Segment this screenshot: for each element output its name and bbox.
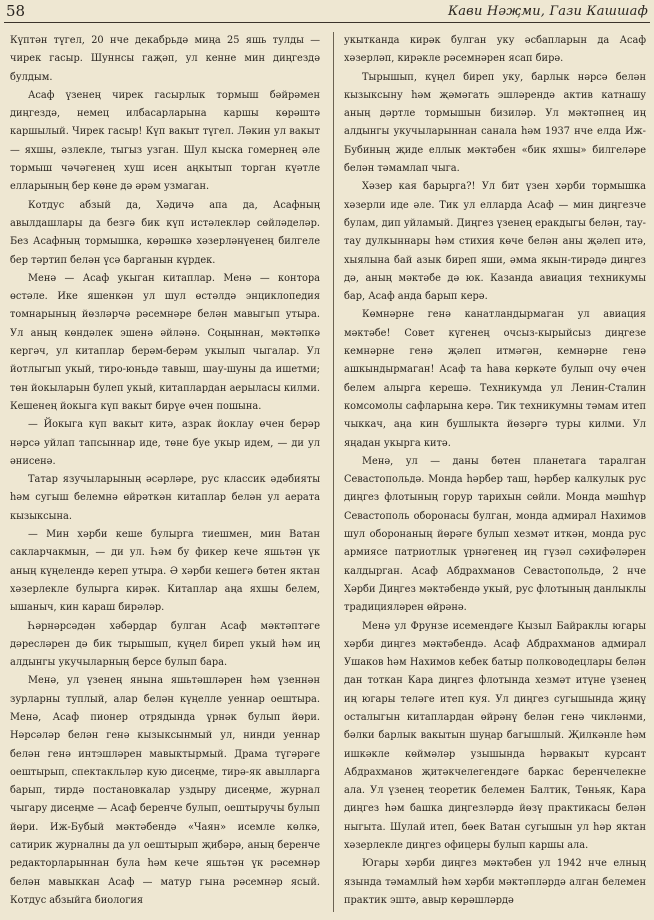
paragraph: Тырышып, күңел биреп уку, барлык нәрсә белән кызыксыну һәм җәмәгать эшләрендә актив катнашу аның дәртле тормышын бизиләр. Ул мәктәпнең иң алдынгы укучыларыннан санала һәм 1937 нче елда Иж-Бубиның җиде еллык мәктәбен «бик яхшы» билгеләре белән тәмамлап чыга. xyxy=(344,71,646,175)
paragraph: Менә, ул — даны бөтен планетага таралган Севастопольдә. Монда һәрбер таш, һәрбер калкулык рус диңгез флотының горур тарихын сөйли. Монда мәшһүр Севастополь оборонасы булган, монда адмирал Нахимов шул оборонаның йөрәге булып хезмәт иткән, монда рус армиясе патриотлык үрнәгенең иң гүзәл сәхифәләрен калдырган. Асаф Абдрахманов Севастопольдә, 2 нче Хәрби Диңгез мәктәбендә укый, рус флотының данлыклы традицияләрен өйрәнә. xyxy=(344,455,646,614)
paragraph: — Мин хәрби кеше булырга тиешмен, мин Ватан сакларчакмын, — ди ул. Һәм бу фикер кече яшьтән үк аның күңелендә кереп утыра. Ә хәрби кешегә бөтен яктан хәзерлекле булырга кирәк. Китаплар аңа яхшы белем, ышаныч, кин караш бирәләр. xyxy=(10,529,320,614)
paragraph: Менә ул Фрунзе исемендәге Кызыл Байраклы югары хәрби диңгез мәктәбендә. Асаф Абдрахманов адмирал Ушаков һәм Нахимов кебек батыр полководецлары белән дан тоткан Кара диңгез флотында хезмәт итүне үзенең иң югары теләге итеп куя. Ул диңгез сугышында җиңү осталыгын китаплардан өйрәнү белән генә чикләнми, бәлки барлык вакытын шуңар багышлый. Җилкәнле һәм ишкәкле көймәләр узышында һәрвакыт курсант Абдрахманов җитәкчелегендәге баркас беренчелекне ала. Ул үзенең теоретик белемен Балтик, Төньяк, Кара диңгез һәм башка диңгезләрдә йөзү практикасы белән ныгыта. Шулай итеп, бөек Ватан сугышын ул һәр яктан хәзерлекле диңгез офицеры булып каршы ала. xyxy=(344,620,646,852)
page-number: 58 xyxy=(6,2,26,20)
paragraph: Югары хәрби диңгез мәктәбен ул 1942 нче елның язында тәмамлый һәм хәрби мәктәпләрдә алган белемен практик эштә, авыр көрәшләрдә xyxy=(344,858,646,906)
paragraph: Көмнәрне генә канатландырмаган ул авиация мәктәбе! Совет күгенең очсыз-кырыйсыз диңгезе кемнәрне генә җәлеп итмәгән, кемнәрне генә ашкындырмаган! Асаф та һава көркәте булып очу өчен белем алырга керешә. Техникумда ул Ленин-Сталин комсомолы сафларына керә. Тик техникумны тәмам итеп чыккач, аңа кин бушлыкта йөзәргә туры килми. Ул яңадан укырга китә. xyxy=(344,309,646,449)
running-title: Кави Нәҗми, Гази Кашшаф xyxy=(447,4,648,19)
header-rule xyxy=(4,22,650,23)
paragraph: — Йокыга күп вакыт китә, азрак йоклау өчен берәр нәрсә уйлап тапсыннар иде, төне буе укыр идем, — ди ул әнисенә. xyxy=(10,419,320,467)
paragraph: укытканда кирәк булган уку әсбапларын да Асаф хәзерләп, кирәкле рәсемнәрен ясап бирә. xyxy=(344,35,646,65)
column-divider xyxy=(333,32,334,912)
paragraph: Хәзер кая барырга?! Ул бит үзен хәрби тормышка хәзерли иде әле. Тик ул елларда Асаф — мин диңгезче булам, дип уйламый. Диңгез үзенең еракдыгы белән, тау-тау дулкыннары һәм стихия көче белән аны җәлеп итә, хыялына бай азык биреп яши, әмма якын-тирәдә диңгез дә, аның мәктәбе дә юк. Казанда авиация техникумы бар, Асаф анда барып керә. xyxy=(344,181,646,303)
left-column xyxy=(10,32,320,910)
page-header xyxy=(0,0,654,30)
paragraph: Күптән түгел, 20 нче декабрьдә миңа 25 яшь тулды — чирек гасыр. Шуннсы гаҗәп, ул кенне мин диңгездә булдым. xyxy=(10,35,320,83)
paragraph: Һәрнәрсәдән хәбәрдар булган Асаф мәктәптәге дәресләрен дә бик тырышып, күңел биреп укый һәм иң алдынгы укучыларның берсе булып бара. xyxy=(10,620,320,669)
paragraph: Татар язучыларының әсәрләре, рус классик әдәбияты һәм сугыш белемнә өйрәткән китаплар белән ул аерата кызыксына. xyxy=(10,474,320,522)
paragraph: Котдус абзый да, Хәдичә апа да, Асафның авылдашлары да безгә бик күп истәлекләр сөйләделәр. Без Асафның тормышка, көрәшкә хәзерләнүенең билгеле бер тәртип белән үсә барганын күрдек. xyxy=(10,199,320,266)
paragraph: Менә — Асаф укыган китаплар. Менә — контора өстәле. Икe яшенкән ул шул өстәлдә энциклопедия томнарының йөзләрчә рәсемнәре белән мавыгып утыра. Ул аның көндәлек эшенә әйләнә. Соңыннан, мәктәпкә кергәч, ул китаплар берәм-берәм укылып чыгалар. Ул йотлыгып укый, тиро-юньдә тавыш, шау-шуны да ишетми; төн йокыларын булеп укый, китаплардан аерыласы килми. Кешенең йокыга күп вакыт бирүе өчен пошына. xyxy=(10,272,320,412)
paragraph: Асаф үзенең чирек гасырлык тормыш бәйрәмен диңгездә, немец илбасарларына каршы көрәштә каршылый. Чирек гасыр! Күп вакыт түгел. Ләкин ул вакыт — яхшы, әзлекле, тыгыз узган. Шул кыска гомернең әле тормыш чәчәгенең хуш исен аңкытып торган күәтле елларының бер көне дә әрәм узмаган. xyxy=(10,89,320,193)
right-column xyxy=(344,32,646,910)
paragraph: Менә, ул үзенең янына яшьтәшләрен һәм үзеннән зурларны туплый, алар белән күңелле уеннар оештыра. Менә, Асаф пионер отрядында үрнәк булып йөри. Нәрсәләр белән генә кызыксынмый ул, нинди уеннар белән генә интэшләрен мавыктырмый. Драма түгәрәге оештырып, спектакльләр кую дисеңме, тирә-як авылларга барып, тирдә постановкалар уздыру дисеңме, журнал чыгару дисеңме — Асаф беренче булып, оештыручы булып йөри. Иж-Бубый мәктәбендә «Чаян» исемле көлкә, сатирик журналны да ул оештырып җибәрә, аның беренче редакторларыннан була һәм кече яшьтән үк рәсемнәр белән мавыккан Асаф — матур гына рәсемнәр ясый. Котдус абзыйга биология xyxy=(10,675,320,906)
